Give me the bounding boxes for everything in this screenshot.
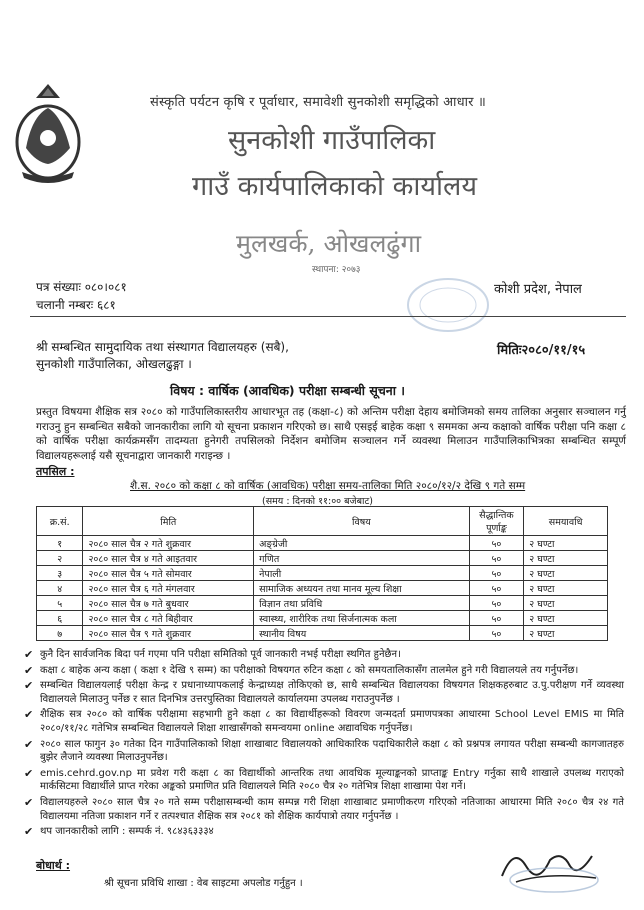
- table-row: [37, 566, 608, 581]
- note-text: थप जानकारीको लागि : सम्पर्क नं. ९८४३६३३३४: [40, 826, 214, 838]
- checkmark-icon: ✔: [24, 663, 34, 677]
- cell-subject: गणित: [254, 551, 469, 566]
- subject-line: विषय : वार्षिक (आवधिक) परीक्षा सम्बन्धी सूचना ।: [170, 383, 406, 398]
- cell-serial: १: [37, 536, 83, 551]
- letter-number: पत्र संख्याः ०८०।०८१: [36, 280, 127, 294]
- cell-subject: सामाजिक अध्ययन तथा मानव मूल्य शिक्षा: [254, 581, 469, 596]
- cell-full-marks: ५०: [469, 581, 524, 596]
- header-cell-duration: समयावधि: [524, 507, 608, 536]
- nepal-emblem-logo: [12, 78, 84, 190]
- table-row: [37, 581, 608, 596]
- list-item: [24, 767, 624, 794]
- checkmark-icon: ✔: [24, 795, 34, 809]
- table-row: [37, 551, 608, 566]
- header-cell-subject: विषय: [254, 507, 469, 536]
- cell-date: २०८० साल चैत्र ७ गते बुधवार: [83, 596, 254, 611]
- list-item: [24, 664, 624, 678]
- cell-full-marks: ५०: [469, 626, 524, 641]
- cell-date: २०८० साल चैत्र २ गते शुक्रवार: [83, 536, 254, 551]
- checkmark-icon: ✔: [24, 825, 34, 839]
- cell-date: २०८० साल चैत्र ९ गते शुक्रवार: [83, 626, 254, 641]
- list-item: [24, 738, 624, 765]
- cell-duration: २ घण्टा: [524, 611, 608, 626]
- cell-duration: २ घण्टा: [524, 581, 608, 596]
- cell-duration: २ घण्टा: [524, 566, 608, 581]
- cell-full-marks: ५०: [469, 536, 524, 551]
- office-name: गाउँ कार्यपालिकाको कार्यालय: [192, 171, 477, 202]
- dispatch-number: चलानी नम्बरः ६८१: [36, 298, 116, 312]
- recipient-line-1: श्री सम्बन्धित सामुदायिक तथा संस्थागत विद्यालयहरु (सबै),: [36, 340, 289, 354]
- checkmark-icon: ✔: [24, 766, 34, 780]
- cell-serial: २: [37, 551, 83, 566]
- cell-serial: ७: [37, 626, 83, 641]
- checkmark-icon: ✔: [24, 708, 34, 722]
- cell-full-marks: ५०: [469, 596, 524, 611]
- cell-duration: २ घण्टा: [524, 536, 608, 551]
- header-cell-serial: क्र.सं.: [37, 507, 83, 536]
- cell-date: २०८० साल चैत्र ६ गते मंगलवार: [83, 581, 254, 596]
- instruction-list: [24, 648, 624, 841]
- cell-serial: ५: [37, 596, 83, 611]
- cell-duration: २ घण्टा: [524, 551, 608, 566]
- checkmark-icon: ✔: [24, 737, 34, 751]
- list-item: [24, 679, 624, 706]
- cc-recipient: श्री सूचना प्रविधि शाखा : वेब साइटमा अपलोड गर्नुहुन ।: [104, 878, 303, 889]
- table-header-row: [37, 507, 608, 536]
- cell-subject: नेपाली: [254, 566, 469, 581]
- province-name: कोशी प्रदेश, नेपाल: [494, 282, 582, 297]
- cell-full-marks: ५०: [469, 566, 524, 581]
- note-text: २०८० साल फागुन ३० गतेका दिन गाउँपालिकाको शिक्षा शाखाबाट विद्यालयको आधिकारिक पदाधिकारीले कक्षा ८ को प्रश्नपत्र लगायत परीक्षा सम्बन्धी कागजातहरु बुझेर लैजाने व्यवस्था मिलाउनुपर्नेछ।: [40, 738, 624, 764]
- letter-date: मितिः२०८०/११/१५: [497, 343, 586, 358]
- list-item: [24, 796, 624, 823]
- table-row: [37, 596, 608, 611]
- cell-subject: विज्ञान तथा प्रविधि: [254, 596, 469, 611]
- table-row: [37, 611, 608, 626]
- note-text: शैक्षिक सत्र २०८० को वार्षिक परीक्षामा सहभागी हुने कक्षा ८ का विद्यार्थीहरूको विवरण जन्मदर्ता प्रमाणपत्रका आधारमा School Level EMIS मा मिति २०८०/११/२८ गतेभित्र सम्बन्धित विद्यालयले शिक्षा शाखासँगको समन्वयमा online अद्यावधिक गर्नुपर्नेछ।: [40, 709, 624, 734]
- tapasil-label: तपसिल :: [36, 465, 75, 478]
- note-text: कक्षा ८ बाहेक अन्य कक्षा ( कक्षा १ देखि ९ सम्म) का परीक्षाको विषयगत रुटिन कक्षा ८ को समयतालिकासँग तालमेल हुने गरी विद्यालयले तय गर्नुपर्नेछ।: [40, 664, 579, 676]
- exam-schedule-table: [36, 506, 608, 641]
- note-text: विद्यालयहरुले २०८० साल चैत्र २० गते सम्म परीक्षासम्बन्धी काम सम्पन्न गरी शिक्षा शाखाबाट प्रमाणीकरण गरिएको नतिजाका आधारमा मिति २०८० चैत्र २४ गते विद्यालयमा नतिजा प्रकाशन गर्ने र तत्पश्चात शैक्षिक सत्र २०८१ को शैक्षिक कार्यपात्रो तयार गर्नुपर्नेछ ।: [40, 796, 624, 822]
- recipient-line-2: सुनकोशी गाउँपालिका, ओखलढुङ्गा ।: [36, 357, 192, 371]
- list-item: [24, 648, 624, 662]
- cell-duration: २ घण्टा: [524, 596, 608, 611]
- municipality-name: सुनकोशी गाउँपालिका: [228, 125, 436, 156]
- cell-serial: ४: [37, 581, 83, 596]
- header-cell-full-marks: सैद्धान्तिक पूर्णाङ्क: [469, 507, 524, 536]
- office-address: मुलखर्क, ओखलढुंगा: [236, 229, 422, 258]
- cell-date: २०८० साल चैत्र ४ गते आइतवार: [83, 551, 254, 566]
- header-cell-date: मिति: [83, 507, 254, 536]
- cell-full-marks: ५०: [469, 551, 524, 566]
- established-year: स्थापना: २०७३: [312, 265, 361, 275]
- schedule-caption: शै.स. २०८० को कक्षा ८ को वार्षिक (आवधिक) परीक्षा समय-तालिका मिति २०८०/१२/२ देखि ९ गते सम्म: [130, 480, 526, 492]
- list-item: [24, 708, 624, 735]
- body-paragraph: प्रस्तुत विषयमा शैक्षिक सत्र २०८० को गाउँपालिकास्तरीय आधारभूत तह (कक्षा-८) को अन्तिम परीक्षा देहाय बमोजिमको समय तालिका अनुसार सञ्चालन गर्नु गराउनु हुन सम्बन्धित सबैको जानकारीका लागि यो सूचना प्रकाशन गरिएको छ। साथै एसइई बाहेक कक्षा ९ सममका अन्य कक्षाको वार्षिक परीक्षा पनि कक्षा ८ को वार्षिक परीक्षा कार्यक्रमसँग तादम्यता हुनेगरी तपसिलको निर्देशन बमोजिम सञ्चालन गर्ने व्यवस्था मिलाउन गाउँपालिकाभित्रका सम्बन्धित सम्पूर्ण विद्यालयहरूलाई यसै सूचनाद्वारा जानकारी गराइन्छ ।: [36, 406, 626, 462]
- cell-date: २०८० साल चैत्र ५ गते सोमवार: [83, 566, 254, 581]
- note-text: कुनै दिन सार्वजनिक बिदा पर्न गएमा पनि परीक्षा समितिको पूर्व जानकारी नभई परीक्षा स्थगित हुनेछैन।: [40, 649, 401, 660]
- cell-subject: स्वास्थ्य, शारीरिक तथा सिर्जनात्मक कला: [254, 611, 469, 626]
- motto: संस्कृति पर्यटन कृषि र पूर्वाधार, समावेशी सुनकोशी समृद्धिको आधार ॥: [150, 95, 487, 110]
- table-row: [37, 626, 608, 641]
- cell-serial: ३: [37, 566, 83, 581]
- cell-full-marks: ५०: [469, 611, 524, 626]
- cell-date: २०८० साल चैत्र ८ गते बिहीवार: [83, 611, 254, 626]
- cc-heading: बोधार्थ :: [36, 859, 71, 872]
- note-text: emis.cehrd.gov.np मा प्रवेश गरी कक्षा ८ का विद्यार्थीको आन्तरिक तथा आवधिक मूल्याङ्कनको प्राप्ताङ्क Entry गर्नुका साथै शाखाले उपलब्ध गराएको मार्कसिटमा विद्यार्थीले प्राप्त गरेका अङ्कको प्रमाणित प्रति विद्यालयले मिति २०८० चैत्र २० गतेभित्र शिक्षा शाखामा पेश गर्ने।: [40, 767, 624, 793]
- office-stamp: [404, 276, 492, 334]
- cell-subject: अङ्ग्रेजी: [254, 536, 469, 551]
- cell-duration: २ घण्टा: [524, 626, 608, 641]
- cell-subject: स्थानीय विषय: [254, 626, 469, 641]
- header-divider: [30, 316, 626, 317]
- schedule-timing: (समय : दिनको ११:०० बजेबाट): [262, 496, 373, 507]
- checkmark-icon: ✔: [24, 679, 34, 693]
- cell-serial: ६: [37, 611, 83, 626]
- signature: [496, 836, 606, 894]
- note-text: सम्बन्धित विद्यालयलाई परीक्षा केन्द्र र प्रधानाध्यापकलाई केन्द्राध्यक्ष तोकिएको छ, साथै सम्बन्धित विद्यालयका विषयगत शिक्षकहरुबाट उ.पु.परीक्षण गर्ने व्यवस्था विद्यालयले मिलाउनु पर्नेछ र सात दिनभित्र उत्तरपुस्तिका विद्यालयले कार्यालयमा उपलब्ध गराउनुपर्नेछ ।: [40, 680, 624, 705]
- checkmark-icon: ✔: [24, 648, 34, 661]
- table-row: [37, 536, 608, 551]
